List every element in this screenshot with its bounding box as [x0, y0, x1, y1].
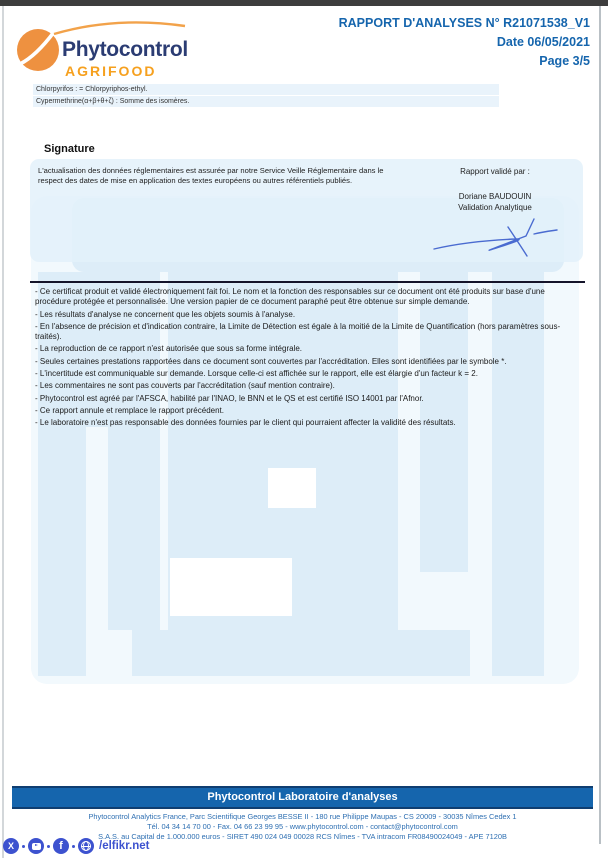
disclaimer-item: - En l'absence de précision et d'indication contraire, la Limite de Détection est égale à la moitié de la Limite de Quantification (hors paramètres sous-traités).: [35, 321, 561, 342]
separator-dot: [22, 845, 25, 848]
brand-division: AGRIFOOD: [65, 63, 157, 79]
watermark-block: [38, 427, 86, 676]
disclaimer-list: [35, 287, 581, 431]
watermark-hole: [268, 468, 316, 508]
disclaimer-item: - Le laboratoire n'est pas responsable des données fournies par le client qui pourraient affecter la validité des résultats.: [35, 418, 456, 428]
disclaimer-item: - Ce rapport annule et remplace le rapport précédent.: [35, 405, 224, 415]
section-divider: [30, 281, 585, 283]
social-handle[interactable]: /elfikr.net: [99, 840, 150, 852]
watermark-block: [108, 427, 160, 630]
globe-icon[interactable]: [78, 838, 94, 854]
page-top-border: [0, 0, 608, 6]
youtube-icon[interactable]: [28, 838, 44, 854]
facebook-icon[interactable]: [53, 838, 69, 854]
report-title: RAPPORT D'ANALYSES N° R21071538_V1: [338, 16, 590, 30]
disclaimer-item: - Seules certaines prestations rapportées dans ce document sont couvertes par l'accréditation. Elles sont identifiées par le symbole *.: [35, 356, 507, 366]
report-header: [339, 14, 590, 71]
footer-contact-line: Tél. 04 34 14 70 00 - Fax. 04 66 23 99 95 - www.phytocontrol.com - contact@phytocontrol.com: [147, 822, 458, 831]
page-left-border: [2, 6, 4, 858]
analyte-note-row: Chlorpyrifos : = Chlorpyriphos-ethyl.: [33, 84, 499, 95]
footer-title-bar: Phytocontrol Laboratoire d'analyses: [12, 786, 593, 809]
page-right-border: [599, 6, 601, 844]
report-page-number: Page 3/5: [539, 54, 590, 68]
regulatory-watch-text: L'actualisation des données réglementaires est assurée par notre Service Veille Réglementaire dans le respect des dates de mise en application des textes européens ou autres référentiels publiés.: [38, 166, 384, 185]
x-twitter-icon[interactable]: [3, 838, 19, 854]
watermark-block: [132, 630, 470, 676]
separator-dot: [72, 845, 75, 848]
signature-box: [30, 159, 583, 262]
separator-dot: [47, 845, 50, 848]
footer-legal-line: S.A.S. au Capital de 1.000.000 euros - SIRET 490 024 049 00028 RCS Nîmes - TVA intracom FR08490024049 - APE 7120B: [98, 832, 507, 841]
analyte-note-row: Cypermethrine(α+β+θ+ζ) : Somme des isomères.: [33, 96, 499, 107]
brand-name: Phytocontrol: [62, 38, 188, 61]
facebook-glyph: f: [59, 840, 63, 852]
disclaimer-item: - Les commentaires ne sont pas couverts par l'accréditation (sauf mention contraire).: [35, 381, 335, 391]
globe-glyph: [81, 841, 91, 851]
x-twitter-glyph: X: [7, 841, 14, 851]
report-date: Date 06/05/2021: [496, 35, 590, 49]
validator-role: Validation Analytique: [458, 203, 532, 212]
disclaimer-item: - La reproduction de ce rapport n'est autorisée que sous sa forme intégrale.: [35, 344, 303, 354]
validator-name: Doriane BAUDOUIN: [458, 192, 532, 201]
watermark-hole: [170, 558, 292, 616]
handwritten-signature-icon: [430, 215, 560, 260]
disclaimer-item: - Phytocontrol est agréé par l'AFSCA, habilité par l'INAO, le BNN et le QS et est certifié ISO 14001 par l'Afnor.: [35, 393, 424, 403]
disclaimer-item: - Ce certificat produit et validé électroniquement fait foi. Le nom et la fonction des responsables sur ce document ont été produits sur base d'une procédure protégée et personnalisée. Une version papier de ce document paraphé peut être obtenue sur simple demande.: [35, 287, 545, 307]
youtube-play-glyph: [32, 843, 41, 850]
disclaimer-item: - Les résultats d'analyse ne concernent que les objets soumis à l'analyse.: [35, 309, 296, 319]
disclaimer-item: - L'incertitude est communiquable sur demande. Lorsque celle-ci est affichée sur le rapport, elle est élargie d'un facteur k = 2.: [35, 369, 478, 379]
footer-address-line: Phytocontrol Analytics France, Parc Scientifique Georges BESSE II - 180 rue Philippe Maupas - CS 20009 - 30035 Nîmes Cedex 1: [88, 812, 517, 821]
social-links-row: [3, 837, 150, 855]
signature-heading: Signature: [44, 143, 95, 155]
validated-by-label: Rapport validé par :: [460, 167, 530, 176]
